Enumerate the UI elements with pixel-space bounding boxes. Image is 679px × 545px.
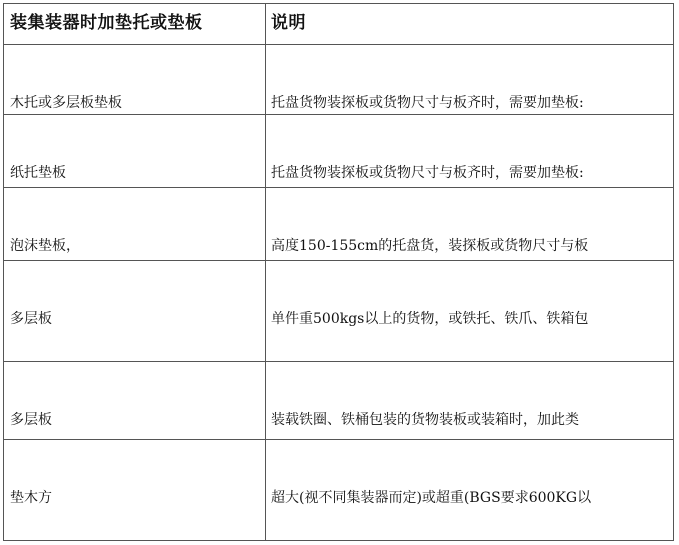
row-1-right <box>266 45 673 115</box>
row-3-left <box>4 188 266 261</box>
row-6-left-line-1: 垫木方 <box>10 490 52 506</box>
row-6-left <box>4 440 266 540</box>
row-5-right <box>266 362 673 440</box>
row-1-left-line-1: 木托或多层板垫板 <box>10 95 122 111</box>
row-5-left <box>4 362 266 440</box>
row-1-left <box>4 45 266 115</box>
row-4-left-line-1: 多层板 <box>10 311 52 327</box>
row-4-left <box>4 261 266 362</box>
row-5-right-line-1: 装载铁圈、铁桶包装的货物装板或装箱时，加此类 <box>271 412 579 428</box>
row-2-right <box>266 115 673 188</box>
row-6-right <box>266 440 673 540</box>
row-1-right-line-1: 托盘货物装探板或货物尺寸与板齐时，需要加垫板: <box>271 95 584 111</box>
row-4-right-line-1: 单件重500kgs以上的货物，或铁托、铁爪、铁箱包 <box>271 311 589 327</box>
header-col-description: 说明 <box>266 4 673 45</box>
row-2-right-line-1: 托盘货物装探板或货物尺寸与板齐时，需要加垫板: <box>271 165 584 181</box>
row-2-left-line-1: 纸托垫板 <box>10 165 66 181</box>
row-2-left <box>4 115 266 188</box>
row-3-right <box>266 188 673 261</box>
row-3-left-line-1: 泡沫垫板， <box>10 238 80 254</box>
row-6-right-line-1: 超大(视不同集装器而定)或超重(BGS要求600KG以 <box>271 490 592 506</box>
header-col-container: 装集装器时加垫托或垫板 <box>4 4 266 45</box>
pallet-spec-table <box>3 3 674 541</box>
row-4-right <box>266 261 673 362</box>
row-3-right-line-1: 高度150-155cm的托盘货，装探板或货物尺寸与板 <box>271 238 589 254</box>
row-5-left-line-1: 多层板 <box>10 412 52 428</box>
